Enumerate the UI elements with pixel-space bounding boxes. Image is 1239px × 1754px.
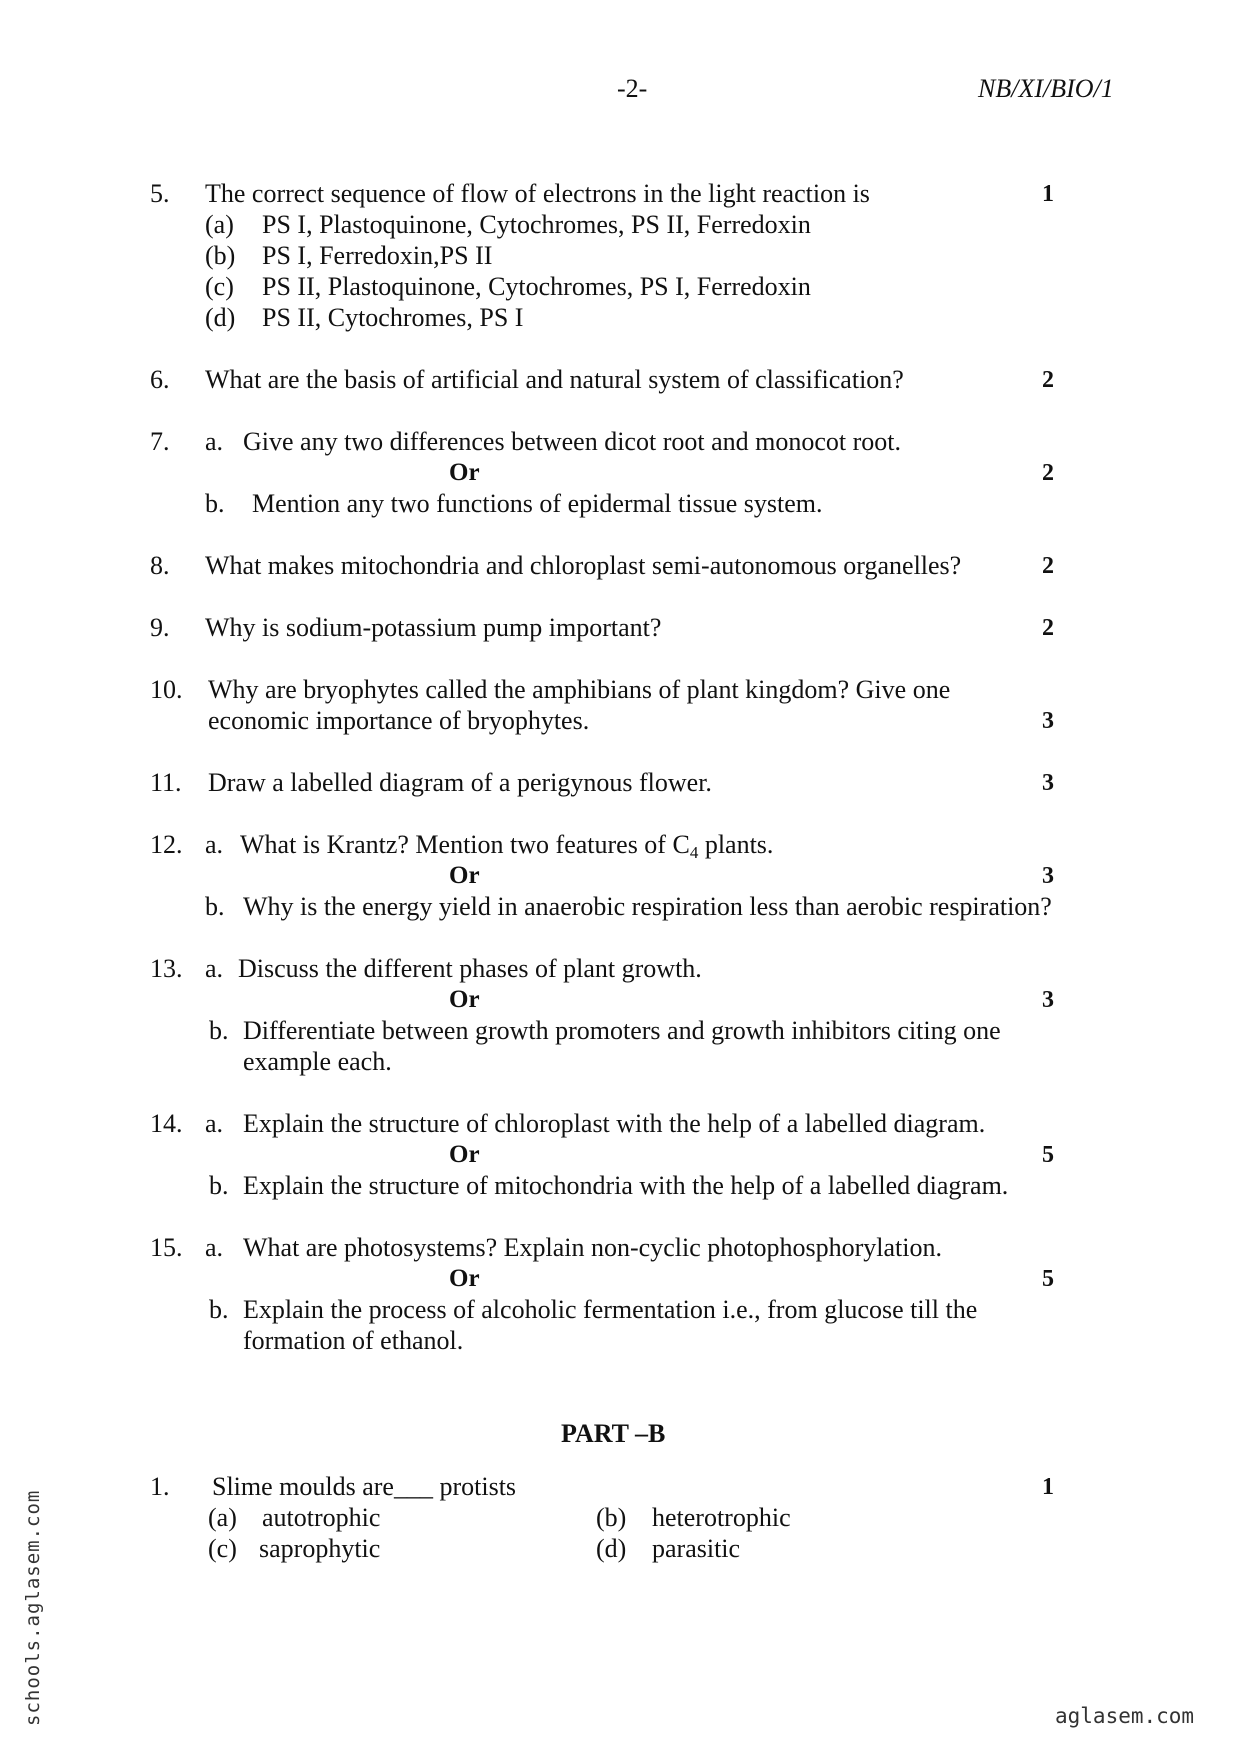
option-text: PS II, Cytochromes, PS I xyxy=(262,303,524,332)
fill-blank: ___ xyxy=(393,1472,433,1501)
sub-text-b-line2: example each. xyxy=(243,1047,392,1076)
question-text-line2: economic importance of bryophytes. xyxy=(208,706,590,735)
bottom-watermark: aglasem.com xyxy=(1055,1704,1195,1728)
question-number: 5. xyxy=(150,179,170,208)
option-text: PS I, Ferredoxin,PS II xyxy=(262,241,493,270)
sub-label-a: a. xyxy=(205,427,224,456)
sub-label-b: b. xyxy=(205,892,225,921)
sub-text-a-pre: What is Krantz? Mention two features of C xyxy=(240,830,690,859)
question-text-line1: Why are bryophytes called the amphibians of plant kingdom? Give one xyxy=(208,675,951,704)
marks: 1 xyxy=(1042,1474,1054,1500)
side-watermark: schools.aglasem.com xyxy=(22,1489,44,1726)
option-label: (b) xyxy=(596,1503,627,1532)
marks: 2 xyxy=(1042,553,1054,579)
question-text: The correct sequence of flow of electrons in the light reaction is xyxy=(205,179,870,208)
paper-code: NB/XI/BIO/1 xyxy=(978,74,1114,103)
question-text: What are the basis of artificial and natural system of classification? xyxy=(205,365,904,394)
marks: 3 xyxy=(1042,987,1054,1013)
sub-text-a: Give any two differences between dicot root and monocot root. xyxy=(243,427,901,456)
option-text: PS II, Plastoquinone, Cytochromes, PS I, Ferredoxin xyxy=(262,272,811,301)
marks: 2 xyxy=(1042,615,1054,641)
page-number: -2- xyxy=(617,74,648,103)
question-number: 6. xyxy=(150,365,170,394)
marks: 5 xyxy=(1042,1142,1054,1168)
sub-text-b: Mention any two functions of epidermal tissue system. xyxy=(252,489,823,518)
sub-label-b: b. xyxy=(205,489,225,518)
question-text xyxy=(212,1472,516,1502)
question-text: Draw a labelled diagram of a perigynous flower. xyxy=(208,768,712,797)
question-number: 11. xyxy=(150,768,182,797)
or-divider: Or xyxy=(449,1265,480,1292)
question-number: 10. xyxy=(150,675,183,704)
option-label: (c) xyxy=(208,1534,237,1563)
sub-text-b-line1: Explain the process of alcoholic fermentation i.e., from glucose till the xyxy=(243,1295,978,1324)
marks: 5 xyxy=(1042,1266,1054,1292)
option-label: (d) xyxy=(596,1534,627,1563)
sub-label-b: b. xyxy=(209,1295,229,1324)
question-number: 14. xyxy=(150,1109,183,1138)
option-label: (b) xyxy=(205,241,236,270)
sub-text-b-line1: Differentiate between growth promoters and growth inhibitors citing one xyxy=(243,1016,1001,1045)
marks: 1 xyxy=(1042,181,1054,207)
subscript-4: 4 xyxy=(689,843,699,862)
option-text: parasitic xyxy=(652,1534,741,1563)
question-number: 12. xyxy=(150,830,183,859)
marks: 3 xyxy=(1042,863,1054,889)
sub-text-a xyxy=(240,830,773,860)
sub-text-a: Discuss the different phases of plant growth. xyxy=(238,954,702,983)
option-text: PS I, Plastoquinone, Cytochromes, PS II, Ferredoxin xyxy=(262,210,811,239)
marks: 3 xyxy=(1042,708,1054,734)
sub-label-a: a. xyxy=(205,954,224,983)
marks: 2 xyxy=(1042,460,1054,486)
sub-label-b: b. xyxy=(209,1171,229,1200)
question-number: 8. xyxy=(150,551,170,580)
part-b-heading: PART –B xyxy=(561,1419,666,1448)
option-label: (a) xyxy=(208,1503,237,1532)
sub-text-a-post: plants. xyxy=(698,830,774,859)
question-text-pre: Slime moulds are xyxy=(212,1472,394,1501)
sub-text-b: Why is the energy yield in anaerobic respiration less than aerobic respiration? xyxy=(243,892,1052,921)
marks: 2 xyxy=(1042,367,1054,393)
question-text: Why is sodium-potassium pump important? xyxy=(205,613,662,642)
option-label: (d) xyxy=(205,303,236,332)
option-text: autotrophic xyxy=(262,1503,381,1532)
sub-label-a: a. xyxy=(205,1109,224,1138)
sub-text-b: Explain the structure of mitochondria with the help of a labelled diagram. xyxy=(243,1171,1009,1200)
sub-label-a: a. xyxy=(205,830,224,859)
question-text-post: protists xyxy=(432,1472,517,1501)
or-divider: Or xyxy=(449,862,480,889)
sub-label-a: a. xyxy=(205,1233,224,1262)
question-text: What makes mitochondria and chloroplast semi-autonomous organelles? xyxy=(205,551,962,580)
question-number: 1. xyxy=(150,1472,170,1501)
sub-text-a: Explain the structure of chloroplast with the help of a labelled diagram. xyxy=(243,1109,986,1138)
or-divider: Or xyxy=(449,986,480,1013)
marks: 3 xyxy=(1042,770,1054,796)
sub-text-b-line2: formation of ethanol. xyxy=(243,1326,464,1355)
sub-label-b: b. xyxy=(209,1016,229,1045)
sub-text-a: What are photosystems? Explain non-cyclic photophosphorylation. xyxy=(243,1233,942,1262)
option-text: heterotrophic xyxy=(652,1503,791,1532)
or-divider: Or xyxy=(449,1141,480,1168)
option-label: (c) xyxy=(205,272,234,301)
option-label: (a) xyxy=(205,210,234,239)
or-divider: Or xyxy=(449,459,480,486)
question-number: 9. xyxy=(150,613,170,642)
question-number: 15. xyxy=(150,1233,183,1262)
option-text: saprophytic xyxy=(259,1534,381,1563)
question-number: 13. xyxy=(150,954,183,983)
question-number: 7. xyxy=(150,427,170,456)
